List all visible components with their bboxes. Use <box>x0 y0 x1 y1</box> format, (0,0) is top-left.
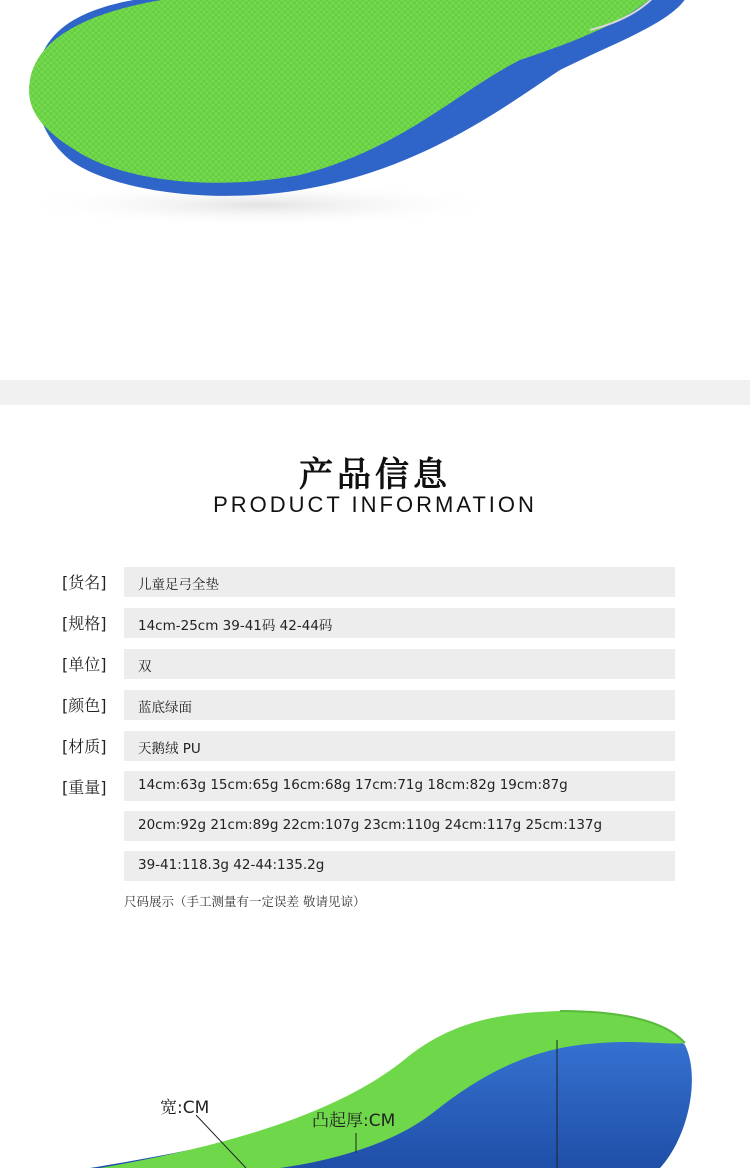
row-label-spec: [规格] <box>62 614 107 633</box>
hero-image <box>0 0 750 380</box>
row-value-color: 蓝底绿面 <box>138 700 192 716</box>
section-subtitle: PRODUCT INFORMATION <box>213 492 537 517</box>
row-label-name: [货名] <box>62 573 107 592</box>
insole-top-image <box>0 0 750 380</box>
row-value-weight-3: 39-41:118.3g 42-44:135.2g <box>138 857 325 873</box>
row-value-bar <box>124 851 675 881</box>
size-note: 尺码展示（手工测量有一定误差 敬请见谅） <box>124 894 366 909</box>
row-label-material: [材质] <box>62 737 107 756</box>
width-label: 宽:CM <box>160 1098 210 1118</box>
row-value-weight-1: 14cm:63g 15cm:65g 16cm:68g 17cm:71g 18cm:82g 19cm:87g <box>138 777 568 793</box>
row-label-color: [颜色] <box>62 696 107 715</box>
row-value-unit: 双 <box>138 659 152 675</box>
insole-side-image <box>0 925 750 1168</box>
section-divider <box>0 380 750 405</box>
section-title: 产品信息 <box>299 455 451 495</box>
row-value-bar <box>124 649 675 679</box>
row-value-material: 天鹅绒 PU <box>138 741 201 757</box>
row-label-weight: [重量] <box>62 778 107 797</box>
row-value-bar <box>124 608 675 638</box>
row-value-bar <box>124 690 675 720</box>
row-value-spec: 14cm-25cm 39-41码 42-44码 <box>138 618 333 634</box>
row-value-bar <box>124 731 675 761</box>
row-value-bar <box>124 771 675 801</box>
arch-thickness-label: 凸起厚:CM <box>312 1111 396 1131</box>
row-value-weight-2: 20cm:92g 21cm:89g 22cm:107g 23cm:110g 24cm:117g 25cm:137g <box>138 817 603 833</box>
row-label-unit: [单位] <box>62 655 107 674</box>
row-value-bar <box>124 567 675 597</box>
product-info-section <box>0 405 750 925</box>
row-value-bar <box>124 811 675 841</box>
row-value-name: 儿童足弓全垫 <box>138 577 219 593</box>
insole-side-section <box>0 925 750 1168</box>
